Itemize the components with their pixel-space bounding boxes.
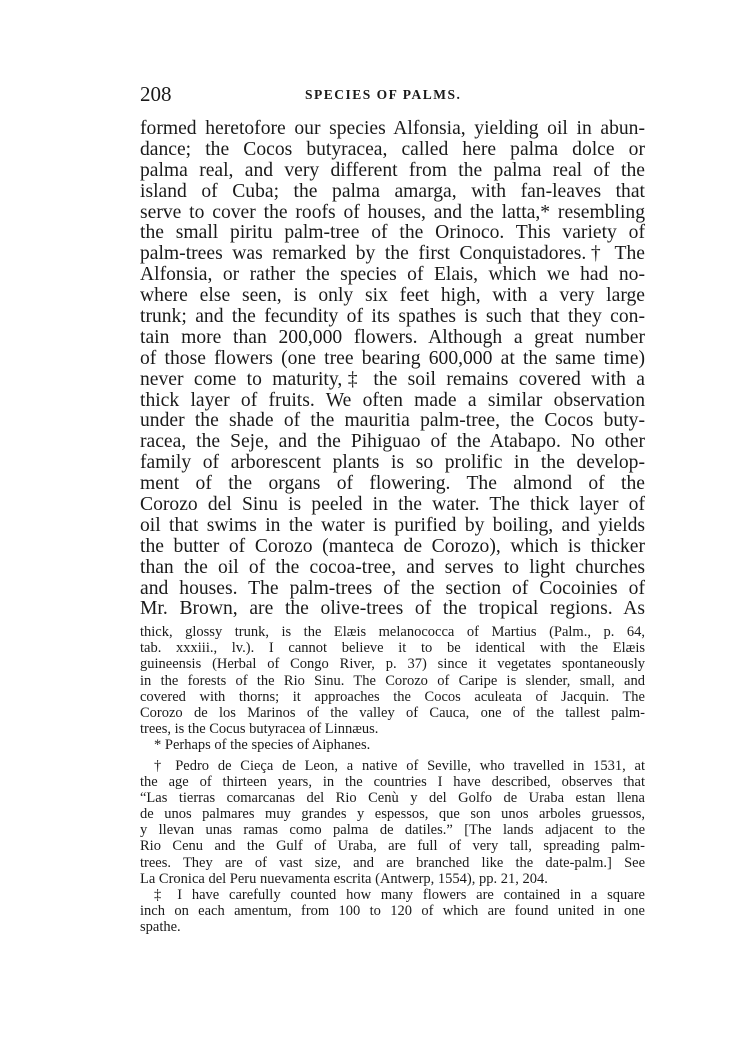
body-line: and houses. The palm-trees of the section of Cocoinies of — [140, 577, 645, 599]
footnote-line: trees, is the Cocus butyracea of Linnæus. — [140, 721, 379, 738]
body-line: island of Cuba; the palma amarga, with fan-leaves that — [140, 180, 645, 202]
footnote-line: ‡ I have carefully counted how many flowers are contained in a square — [154, 887, 645, 903]
footnote-line: * Perhaps of the species of Aiphanes. — [154, 737, 371, 754]
footnote-line: covered with thorns; it approaches the Cocos aculeata of Jacquin. The — [140, 688, 645, 705]
body-line: thick layer of fruits. We often made a similar observation — [140, 389, 645, 411]
footnote-continuation — [140, 624, 645, 737]
body-line: family of arborescent plants is so prolific in the develop- — [140, 452, 645, 474]
body-line: palma real, and very different from the palma real of the — [140, 159, 645, 181]
footnote-line: trees. They are of vast size, and are branched like the date-palm.] See — [140, 854, 645, 871]
body-line: serve to cover the roofs of houses, and the latta,* resembling — [140, 201, 645, 223]
body-line: racea, the Seje, and the Pihiguao of the Atabapo. No other — [140, 431, 645, 453]
body-line: never come to maturity,‡ the soil remains covered with a — [140, 368, 645, 390]
footnote-line: spathe. — [140, 919, 181, 936]
body-line: palm-trees was remarked by the first Conquistadores.† The — [140, 243, 645, 265]
footnote-line: La Cronica del Peru nuevamenta escrita (Antwerp, 1554), pp. 21, 204. — [140, 870, 548, 887]
body-line: formed heretofore our species Alfonsia, yielding oil in abun- — [140, 118, 645, 139]
footnote-line: tab. xxxiii., lv.). I cannot believe it to be identical with the Elæis — [140, 640, 645, 657]
body-line: Alfonsia, or rather the species of Elais, which we had no- — [140, 264, 645, 286]
footnote-double-dagger — [140, 887, 645, 936]
footnote-line: in the forests of the Rio Sinu. The Corozo of Caripe is slender, small, and — [140, 672, 645, 689]
footnote-star — [140, 737, 645, 753]
body-text — [140, 119, 645, 620]
body-line: tain more than 200,000 flowers. Although a great number — [140, 326, 645, 348]
footnote-line: “Las tierras comarcanas del Rio Cenù y del Golfo de Uraba estan llena — [140, 789, 645, 806]
footnote-line: Rio Cenu and the Gulf of Uraba, are full of very tall, spreading palm- — [140, 838, 645, 855]
running-title: SPECIES OF PALMS. — [305, 87, 462, 102]
footnote-line: the age of thirteen years, in the countries I have described, observes that — [140, 773, 645, 790]
footnote-line: † Pedro de Cieça de Leon, a native of Seville, who travelled in 1531, at — [154, 757, 645, 774]
footnote-dagger — [140, 758, 645, 888]
body-line: under the shade of the mauritia palm-tree, the Cocos buty- — [140, 410, 645, 432]
body-line: oil that swims in the water is purified by boiling, and yields — [140, 514, 645, 536]
footnote-line: thick, glossy trunk, is the Elæis melanococca of Martius (Palm., p. 64, — [140, 624, 645, 640]
body-line: ment of the organs of flowering. The almond of the — [140, 473, 645, 495]
footnote-line: inch on each amentum, from 100 to 120 of which are found united in one — [140, 903, 645, 920]
body-line: the small piritu palm-tree of the Orinoco. This variety of — [140, 222, 645, 244]
body-line: where else seen, is only six feet high, with a very large — [140, 285, 645, 307]
running-header — [140, 82, 640, 110]
body-line: Corozo del Sinu is peeled in the water. The thick layer of — [140, 494, 645, 516]
body-line: than the oil of the cocoa-tree, and serves to light churches — [140, 556, 645, 578]
footnote-line: de unos palmares muy grandes y espessos, que son unos arboles gruessos, — [140, 806, 645, 823]
body-line: dance; the Cocos butyracea, called here palma dolce or — [140, 138, 645, 160]
body-line: Mr. Brown, are the olive-trees of the tropical regions. As — [140, 598, 645, 620]
footnotes — [140, 624, 645, 936]
footnote-line: Corozo de los Marinos of the valley of Cauca, one of the tallest palm- — [140, 704, 645, 721]
footnote-line: y llevan unas ramas como palma de datiles.” [The lands adjacent to the — [140, 822, 645, 839]
page-number: 208 — [140, 82, 172, 106]
body-line: of those flowers (one tree bearing 600,000 at the same time) — [140, 347, 645, 369]
body-line: the butter of Corozo (manteca de Corozo), which is thicker — [140, 535, 645, 557]
body-line: trunk; and the fecundity of its spathes is such that they con- — [140, 306, 645, 328]
footnote-line: guineensis (Herbal of Congo River, p. 37) since it vegetates spontaneously — [140, 656, 645, 673]
